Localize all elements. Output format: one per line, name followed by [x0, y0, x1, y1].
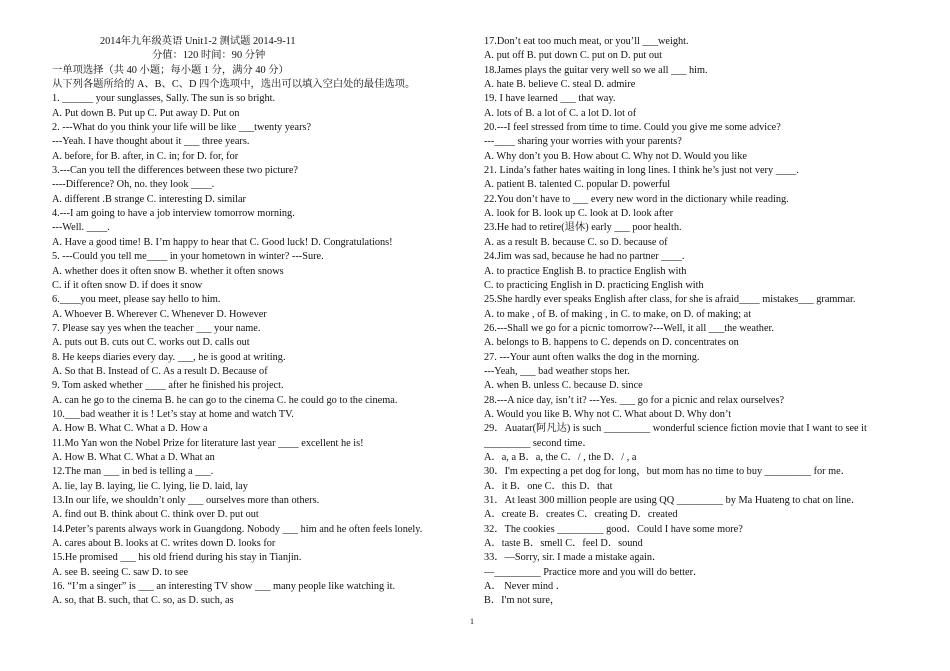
question-line: A. Have a good time! B. I’m happy to hear that C. Good luck! D. Congratulations! — [52, 236, 393, 248]
question-line: 从下列各题所给的 A、B、C、D 四个选项中，选出可以填入空白处的最佳选项。 — [52, 79, 416, 91]
question-line: —_________ Practice more and you will do better． — [484, 566, 704, 578]
question-line: 30．I'm expecting a pet dog for long，but mom has no time to buy _________ for me． — [484, 466, 852, 478]
question-line: A. can he go to the cinema B. he can go to the cinema C. he could go to the cinema. — [52, 394, 398, 406]
question-line: 1. ______ your sunglasses, Sally. The sun is so bright. — [52, 93, 276, 105]
question-line: 23.He had to retire(退休) early ___ poor health. — [484, 222, 682, 234]
question-line: A. How B. What C. What a D. What an — [52, 451, 215, 463]
question-line: 26.---Shall we go for a picnic tomorrow?---Well, it all ___the weather. — [484, 322, 774, 334]
question-line: A. Whoever B. Wherever C. Whenever D. However — [52, 308, 267, 320]
question-line: 13.In our life, we shouldn’t only ___ ourselves more than others. — [52, 495, 320, 506]
question-line: A. when B. unless C. because D. since — [484, 380, 643, 392]
question-line: 22.You don’t have to ___ every new word in the dictionary while reading. — [484, 193, 789, 205]
question-line: ---Yeah. I have thought about it ___ three years. — [52, 136, 250, 148]
question-line: A. lots of B. a lot of C. a lot D. lot of — [484, 107, 637, 119]
question-line: A. whether does it often snow B. whether it often snows — [52, 265, 284, 277]
question-line: A. Why don’t you B. How about C. Why not D. Would you like — [484, 150, 747, 162]
question-line: 8. He keeps diaries every day. ___, he is good at writing. — [52, 351, 286, 363]
question-line: A. hate B. believe C. steal D. admire — [484, 79, 636, 91]
exam-title: 2014年九年级英语 Unit1-2 测试题 2014-9-11 — [100, 36, 296, 47]
question-line: 3.---Can you tell the differences between these two picture? — [52, 165, 298, 177]
question-line: A． Never mind ． — [484, 581, 567, 593]
question-line: A. Would you like B. Why not C. What about D. Why don’t — [484, 408, 732, 420]
question-line: 19. I have learned ___ that way. — [484, 93, 616, 105]
question-line: A. cares about B. looks at C. writes down D. looks for — [52, 538, 276, 550]
question-line: 10.___bad weather it is ! Let’s stay at home and watch TV. — [52, 408, 294, 420]
question-line: 6.____you meet, please say hello to him. — [52, 294, 221, 306]
question-line: A．taste B．smell C．feel D．sound — [484, 538, 643, 550]
score-time-info: 分值：120 时间：90 分钟 — [152, 50, 266, 62]
question-line: ---Well. ____. — [52, 222, 110, 234]
question-line: A. How B. What C. What a D. How a — [52, 423, 208, 435]
question-line: A. as a result B. because C. so D. because of — [484, 236, 668, 248]
question-line: ---____ sharing your worries with your parents? — [484, 136, 682, 148]
question-line: 5. ---Could you tell me____ in your hometown in winter? ---Sure. — [52, 251, 324, 263]
right-question-list — [484, 35, 904, 609]
question-line: 25.She hardly ever speaks English after class, for she is afraid____ mistakes___ grammar. — [484, 294, 856, 306]
question-line: 28.---A nice day, isn’t it? ---Yes. ___ go for a picnic and relax ourselves? — [484, 394, 785, 406]
question-line: 14.Peter’s parents always work in Guangdong. Nobody ___ him and he often feels lonely. — [52, 523, 423, 535]
question-line: A. find out B. think about C. think over D. put out — [52, 509, 259, 521]
question-line: 15.He promised ___ his old friend during his stay in Tianjin. — [52, 552, 302, 564]
question-line: A. lie, lay B. laying, lie C. lying, lie D. laid, lay — [52, 480, 248, 492]
question-line: A. look for B. look up C. look at D. look after — [484, 208, 674, 220]
question-line: 11.Mo Yan won the Nobel Prize for literature last year ____ excellent he is! — [52, 437, 364, 449]
question-line: A. put off B. put down C. put on D. put out — [484, 50, 663, 62]
question-line: A．a, a B．a, the C．/ , the D．/ , a — [484, 451, 637, 463]
right-column — [484, 35, 904, 609]
question-line: 29．Auatar(阿凡达) is such _________ wonderful science fiction movie that I want to see it — [484, 423, 867, 435]
question-line: 24.Jim was sad, because he had no partner ____. — [484, 251, 685, 263]
left-column — [52, 35, 467, 609]
question-line: A. puts out B. cuts out C. works out D. calls out — [52, 337, 250, 349]
question-line: A．it B．one C．this D．that — [484, 480, 613, 492]
question-line: 12.The man ___ in bed is telling a ___. — [52, 466, 214, 478]
question-line: 27. ---Your aunt often walks the dog in the morning. — [484, 351, 700, 363]
question-line: A. to practice English B. to practice English with — [484, 265, 687, 277]
question-line: A. patient B. talented C. popular D. powerful — [484, 179, 671, 191]
question-line: 31．At least 300 million people are using QQ _________ by Ma Huateng to chat on line． — [484, 495, 862, 506]
question-line: A. different .B strange C. interesting D. similar — [52, 193, 246, 205]
question-line: 32．The cookies _________ good．Could I have some more? — [484, 523, 743, 535]
question-line: 一单项选择（共 40 小题；每小题 1 分，满分 40 分） — [52, 64, 289, 76]
question-line: A. belongs to B. happens to C. depends on D. concentrates on — [484, 337, 739, 349]
question-line: ----Difference? Oh, no. they look ____. — [52, 179, 215, 191]
question-line: 18.James plays the guitar very well so we all ___ him. — [484, 64, 708, 76]
question-line: 4.---I am going to have a job interview tomorrow morning. — [52, 208, 295, 220]
question-line: A. before, for B. after, in C. in; for D. for, for — [52, 150, 239, 162]
question-line: 17.Don’t eat too much meat, or you’ll ___weight. — [484, 36, 689, 47]
question-line: A. So that B. Instead of C. As a result D. Because of — [52, 365, 268, 377]
question-line: 2. ---What do you think your life will be like ___twenty years? — [52, 122, 312, 134]
question-line: A. see B. seeing C. saw D. to see — [52, 566, 189, 578]
question-line: 20.---I feel stressed from time to time. Could you give me some advice? — [484, 122, 781, 134]
left-question-list — [52, 64, 467, 609]
question-line: C. to practicing English in D. practicing English with — [484, 279, 704, 291]
question-line: A. to make , of B. of making , in C. to make, on D. of making; at — [484, 308, 752, 320]
question-line: B．I'm not sure， — [484, 595, 561, 607]
question-line: 21. Linda’s father hates waiting in long lines. I think he’s just not very ____. — [484, 165, 799, 177]
question-line: 9. Tom asked whether ____ after he finished his project. — [52, 380, 284, 392]
question-line: 33．—Sorry, sir. I made a mistake again． — [484, 552, 663, 564]
question-line: _________ second time． — [484, 437, 593, 449]
question-line: A. Put down B. Put up C. Put away D. Put on — [52, 107, 240, 119]
page-number: 1 — [470, 617, 474, 626]
question-line: A. so, that B. such, that C. so, as D. such, as — [52, 595, 234, 607]
question-line: 7. Please say yes when the teacher ___ your name. — [52, 322, 261, 334]
question-line: 16. “I’m a singer” is ___ an interesting TV show ___ many people like watching it. — [52, 581, 396, 593]
question-line: ---Yeah, ___ bad weather stops her. — [484, 365, 630, 377]
question-line: C. if it often snow D. if does it snow — [52, 279, 203, 291]
question-line: A．create B．creates C．creating D．created — [484, 509, 678, 521]
